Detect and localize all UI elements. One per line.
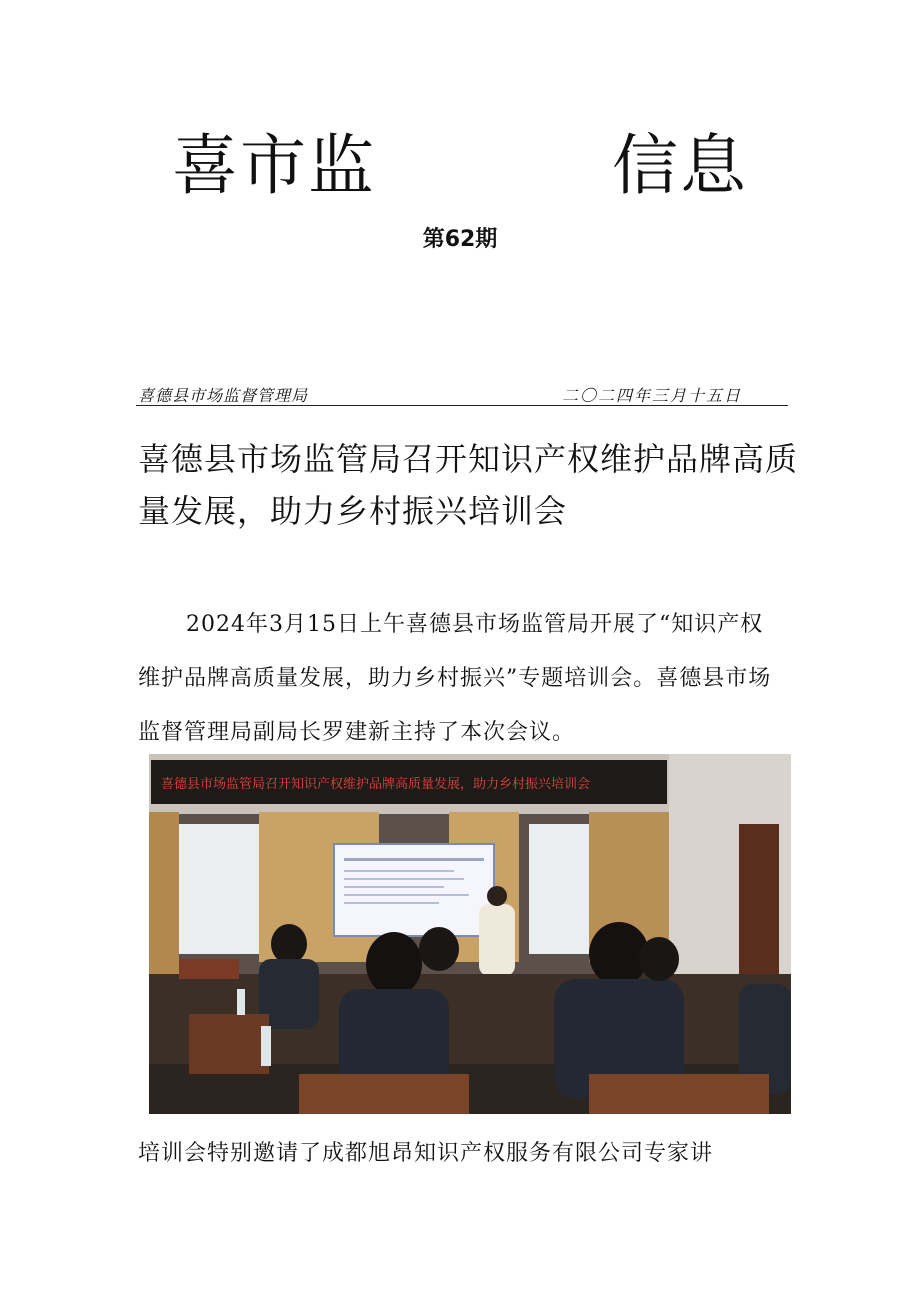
led-banner-text: 喜德县市场监管局召开知识产权维护品牌高质量发展，助力乡村振兴培训会 [161, 777, 591, 792]
masthead-right: 信息 [612, 127, 748, 204]
masthead-left: 喜市监 [172, 127, 376, 204]
issuer-name: 喜德县市场监督管理局 [138, 386, 309, 405]
article-headline: 喜德县市场监管局召开知识产权维护品牌高质量发展，助力乡村振兴培训会 [138, 440, 799, 530]
article-paragraph-2: 培训会特别邀请了成都旭昂知识产权服务有限公司专家讲 [138, 1141, 714, 1166]
projection-screen [334, 844, 494, 936]
publish-date: 二〇二四年三月十五日 [562, 386, 743, 405]
meeting-photo-illustration [149, 754, 791, 1114]
article-paragraph-1: 2024年3月15日上午喜德县市场监管局开展了“知识产权维护品牌高质量发展，助力乡村振兴”专题培训会。喜德县市场监督管理局副局长罗建新主持了本次会议。 [138, 612, 772, 745]
meeting-photo [149, 754, 791, 1114]
issue-number: 第62期 [422, 227, 498, 252]
header-rule [136, 405, 788, 406]
